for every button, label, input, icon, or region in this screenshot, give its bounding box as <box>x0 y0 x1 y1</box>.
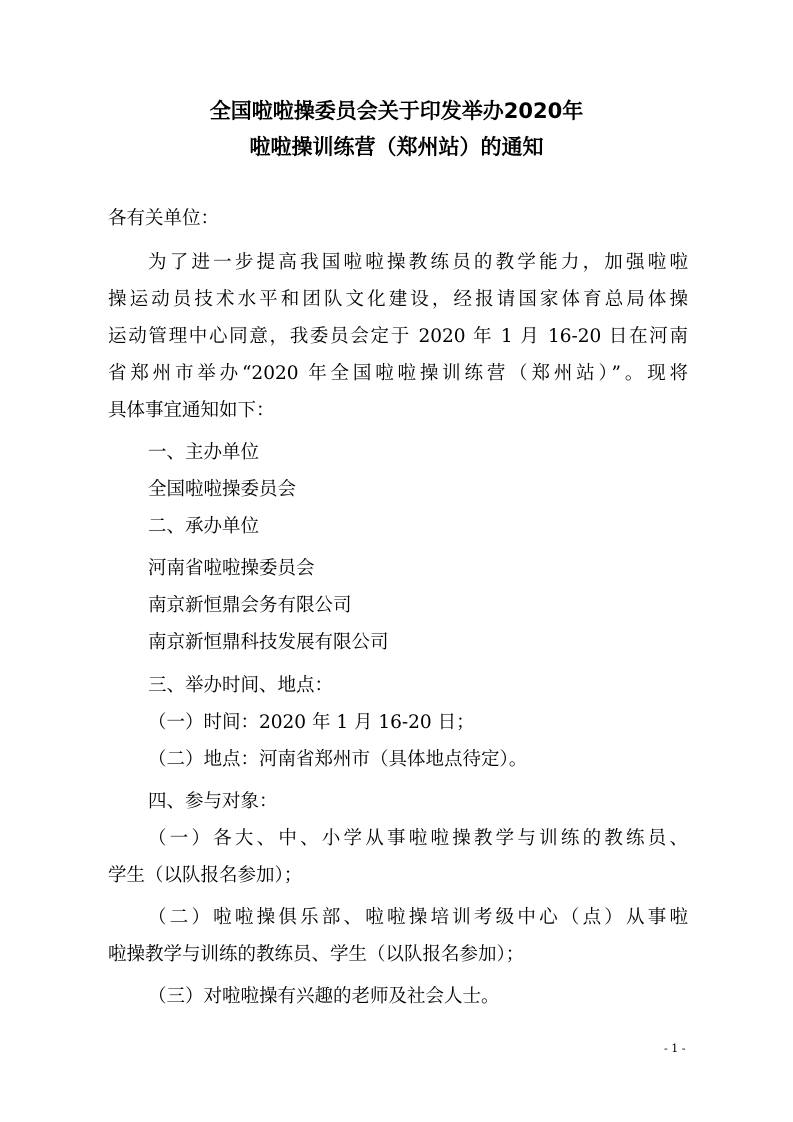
section4-item1-line2: 学生（以队报名参加）； <box>108 865 303 886</box>
section2-item: 南京新恒鼎会务有限公司 <box>148 595 352 616</box>
section4-item2-line1: （二）啦啦操俱乐部、啦啦操培训考级中心（点）从事啦 <box>148 907 688 928</box>
section1-item: 全国啦啦操委员会 <box>148 479 297 500</box>
document-title-line1: 全国啦啦操委员会关于印发举办2020年 <box>209 99 584 123</box>
intro-line-4: 省郑州市举办“2020 年全国啦啦操训练营（郑州站）”。现将 <box>108 363 688 384</box>
section1-heading: 一、主办单位 <box>148 442 260 463</box>
intro-line-2: 操运动员技术水平和团队文化建设，经报请国家体育总局体操 <box>108 289 688 310</box>
section4-item1-line1: （一）各大、中、小学从事啦啦操教学与训练的教练员、 <box>148 828 688 849</box>
section4-item2-line2: 啦操教学与训练的教练员、学生（以队报名参加）； <box>108 944 525 965</box>
section3-heading: 三、举办时间、地点： <box>148 675 334 696</box>
section4-heading: 四、参与对象： <box>148 791 278 812</box>
section4-item3: （三）对啦啦操有兴趣的老师及社会人士。 <box>148 986 500 1007</box>
section2-item: 河南省啦啦操委员会 <box>148 558 315 579</box>
section2-heading: 二、承办单位 <box>148 516 260 537</box>
section3-item-time: （一）时间：2020 年 1 月 16-20 日； <box>148 712 475 733</box>
salutation: 各有关单位： <box>108 208 220 229</box>
intro-line-3: 运动管理中心同意，我委员会定于 2020 年 1 月 16-20 日在河南 <box>108 326 688 347</box>
intro-line-1: 为了进一步提高我国啦啦操教练员的教学能力，加强啦啦 <box>148 252 688 273</box>
section2-item: 南京新恒鼎科技发展有限公司 <box>148 632 389 653</box>
page-number: - 1 - <box>664 1042 686 1055</box>
intro-line-5: 具体事宜通知如下： <box>108 400 275 421</box>
section3-item-location: （二）地点：河南省郑州市（具体地点待定）。 <box>148 749 528 770</box>
document-title-line2: 啦啦操训练营（郑州站）的通知 <box>249 135 544 159</box>
